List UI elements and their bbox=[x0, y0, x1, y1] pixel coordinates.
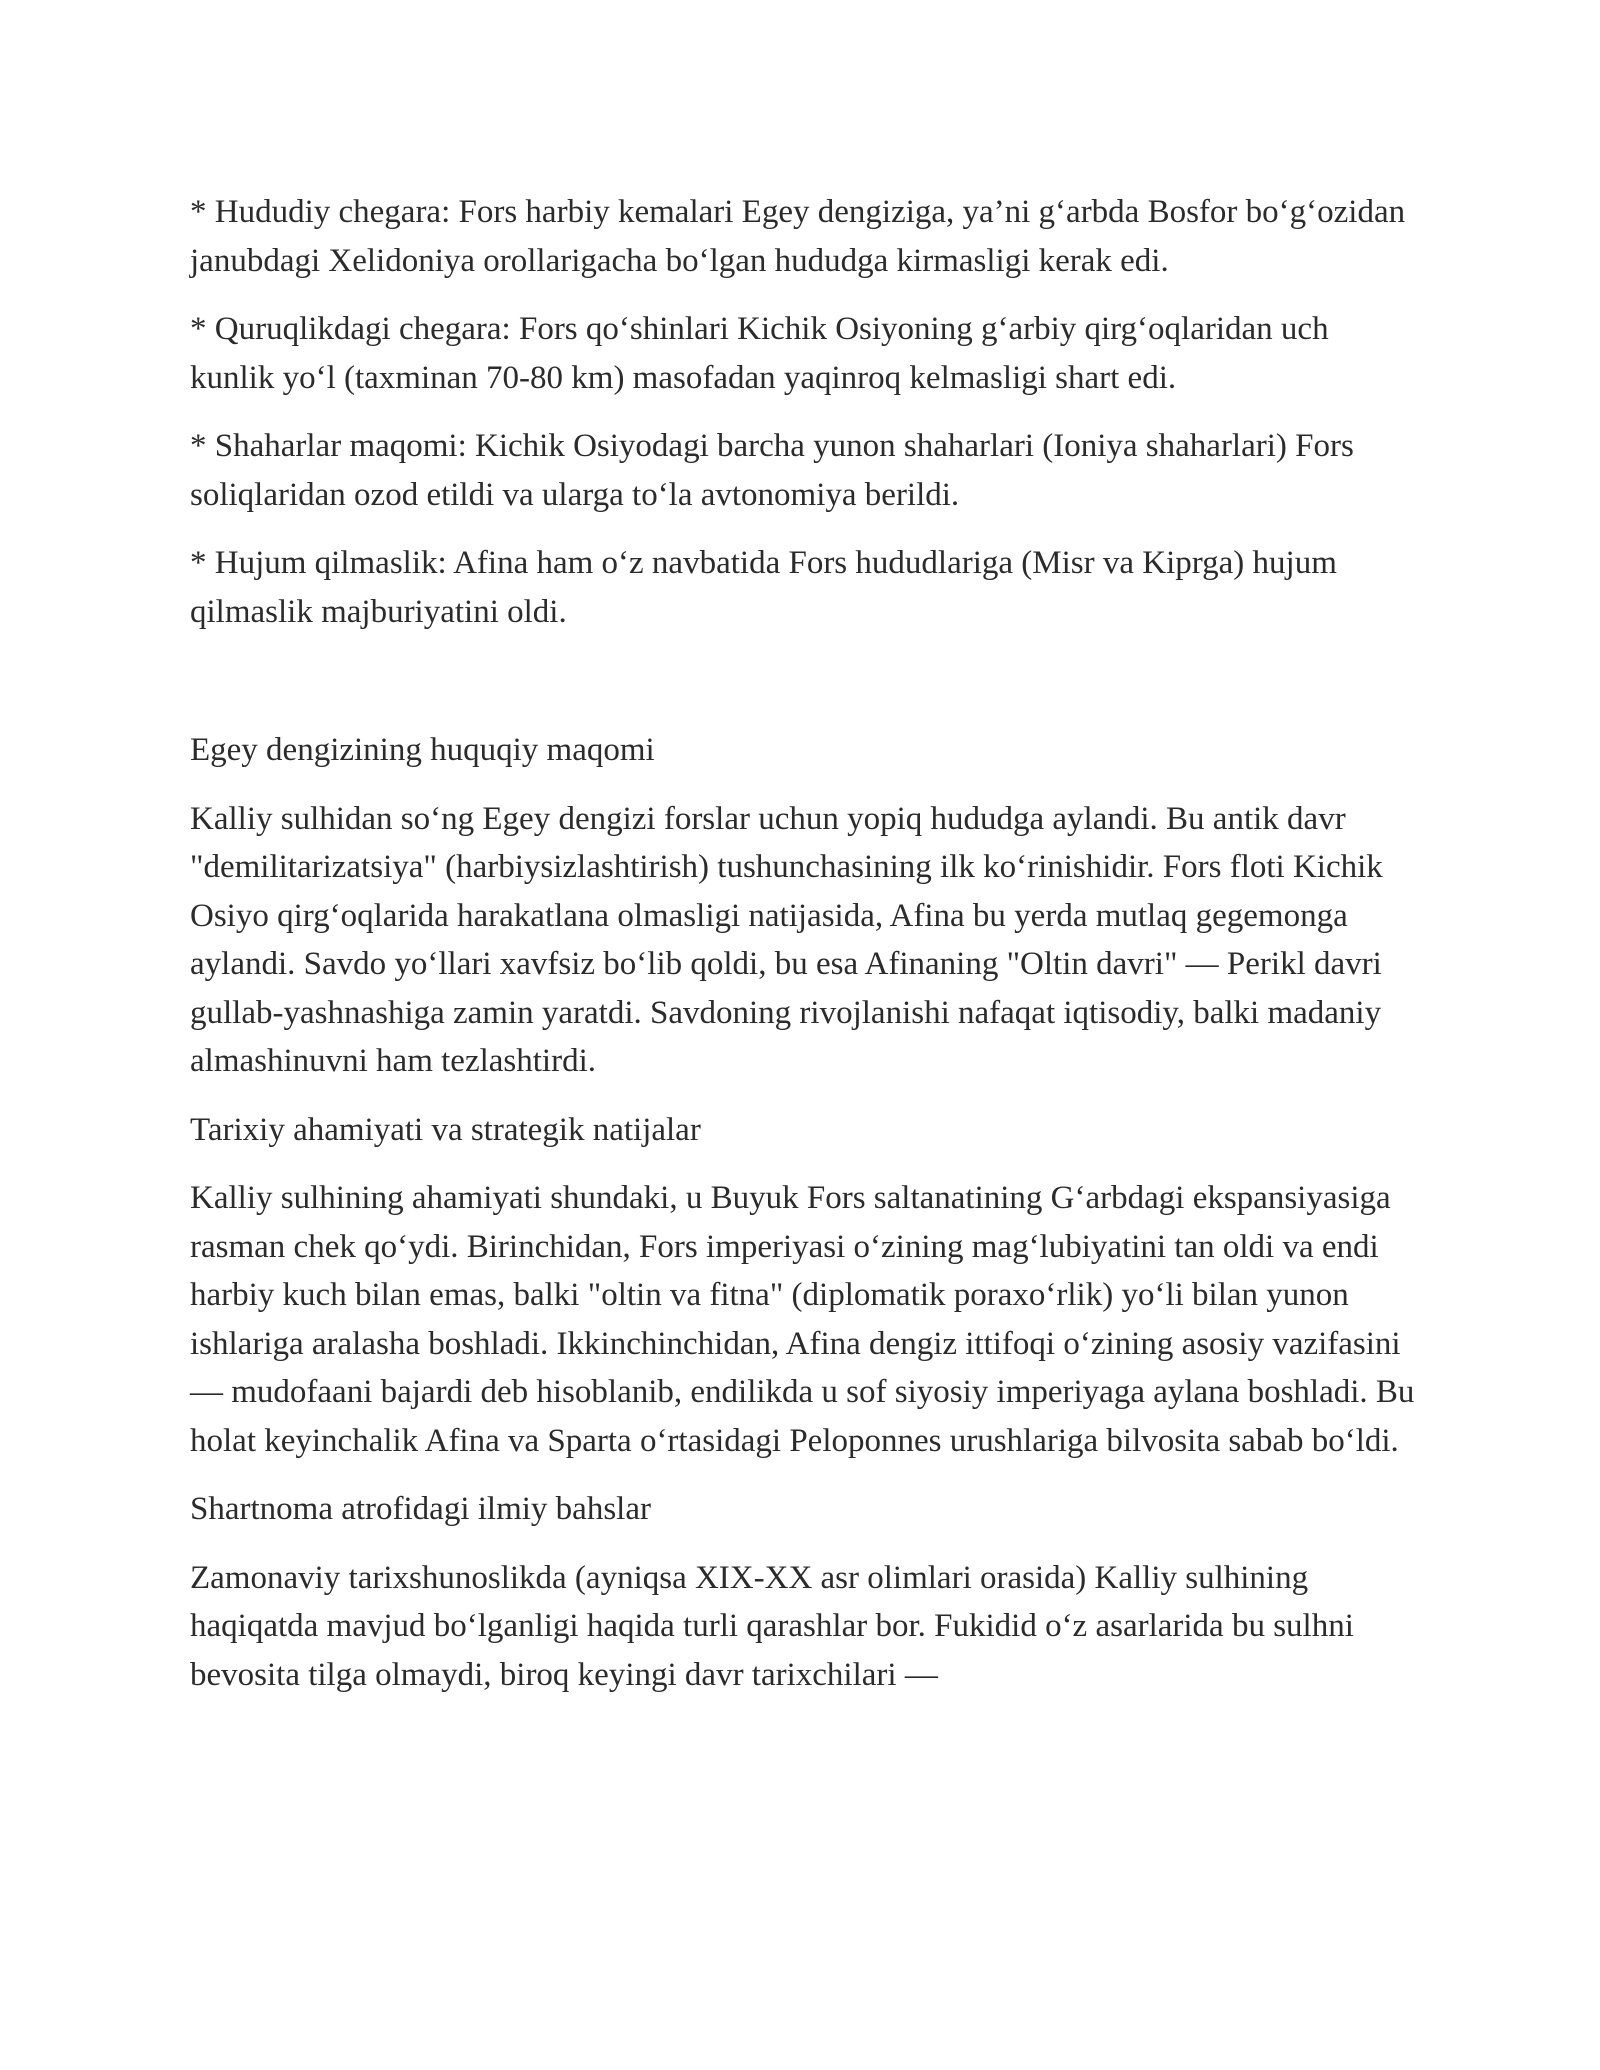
section-body-historical-significance: Kalliy sulhining ahamiyati shundaki, u Buyuk Fors saltanatining G‘arbdagi ekspansiyasiga rasman chek qo‘ydi. Birinchidan, Fors imperiyasi o‘zining mag‘lubiyatini tan oldi va endi harbiy kuch bilan emas, balki "oltin va fitna" (diplomatik poraxo‘rlik) yo‘li bilan yunon ishlariga aralasha boshladi. Ikkinchinchidan, Afina dengiz ittifoqi o‘zining asosiy vazifasini — mudofaani bajardi deb hisoblanib, endilikda u sof siyosiy imperiyaga aylana boshladi. Bu holat keyinchalik Afina va Sparta o‘rtasidagi Peloponnes urushlariga bilvosita sabab bo‘ldi. bbox=[190, 1180, 1415, 1459]
section-body-scholarly-debates: Zamonaviy tarixshunoslikda (ayniqsa XIX-XX asr olimlari orasida) Kalliy sulhining haqiqatda mavjud bo‘lganligi haqida turli qarashlar bor. Fukidid o‘z asarlarida bu sulhni bevosita tilga olmaydi, biroq keyingi davr tarixchilari — bbox=[190, 1559, 1354, 1693]
section-heading-historical-significance: Tarixiy ahamiyati va strategik natijalar bbox=[190, 1111, 701, 1148]
bullet-non-aggression: * Hujum qilmaslik: Afina ham o‘z navbatida Fors hududlariga (Misr va Kiprga) hujum qilmaslik majburiyatini oldi. bbox=[190, 545, 1337, 630]
bullet-land-border: * Quruqlikdagi chegara: Fors qo‘shinlari Kichik Osiyoning g‘arbiy qirg‘oqlaridan uch kunlik yo‘l (taxminan 70-80 km) masofadan yaqinroq kelmasligi shart edi. bbox=[190, 311, 1329, 396]
document-content bbox=[190, 188, 1420, 1719]
section-heading-legal-status: Egey dengizining huquqiy maqomi bbox=[190, 732, 655, 768]
section-body-legal-status: Kalliy sulhidan so‘ng Egey dengizi forslar uchun yopiq hududga aylandi. Bu antik davr "demilitarizatsiya" (harbiysizlashtirish) tushunchasining ilk ko‘rinishidir. Fors floti Kichik Osiyo qirg‘oqlarida harakatlana olmasligi natijasida, Afina bu yerda mutlaq gegemonga aylandi. Savdo yo‘llari xavfsiz bo‘lib qoldi, bu esa Afinaning "Oltin davri" — Perikl davri gullab-yashnashiga zamin yaratdi. Savdoning rivojlanishi nafaqat iqtisodiy, balki madaniy almashinuvni ham tezlashtirdi. bbox=[190, 800, 1383, 1079]
section-heading-scholarly-debates: Shartnoma atrofidagi ilmiy bahslar bbox=[190, 1491, 651, 1527]
bullet-territorial-border: * Hududiy chegara: Fors harbiy kemalari Egey dengiziga, ya’ni g‘arbda Bosfor bo‘g‘ozidan janubdagi Xelidoniya orollarigacha bo‘lgan hududga kirmasligi kerak edi. bbox=[190, 194, 1406, 279]
section-spacer bbox=[190, 656, 1420, 726]
bullet-cities-status: * Shaharlar maqomi: Kichik Osiyodagi barcha yunon shaharlari (Ioniya shaharlari) Fors soliqlaridan ozod etildi va ularga to‘la avtonomiya berildi. bbox=[190, 428, 1354, 513]
